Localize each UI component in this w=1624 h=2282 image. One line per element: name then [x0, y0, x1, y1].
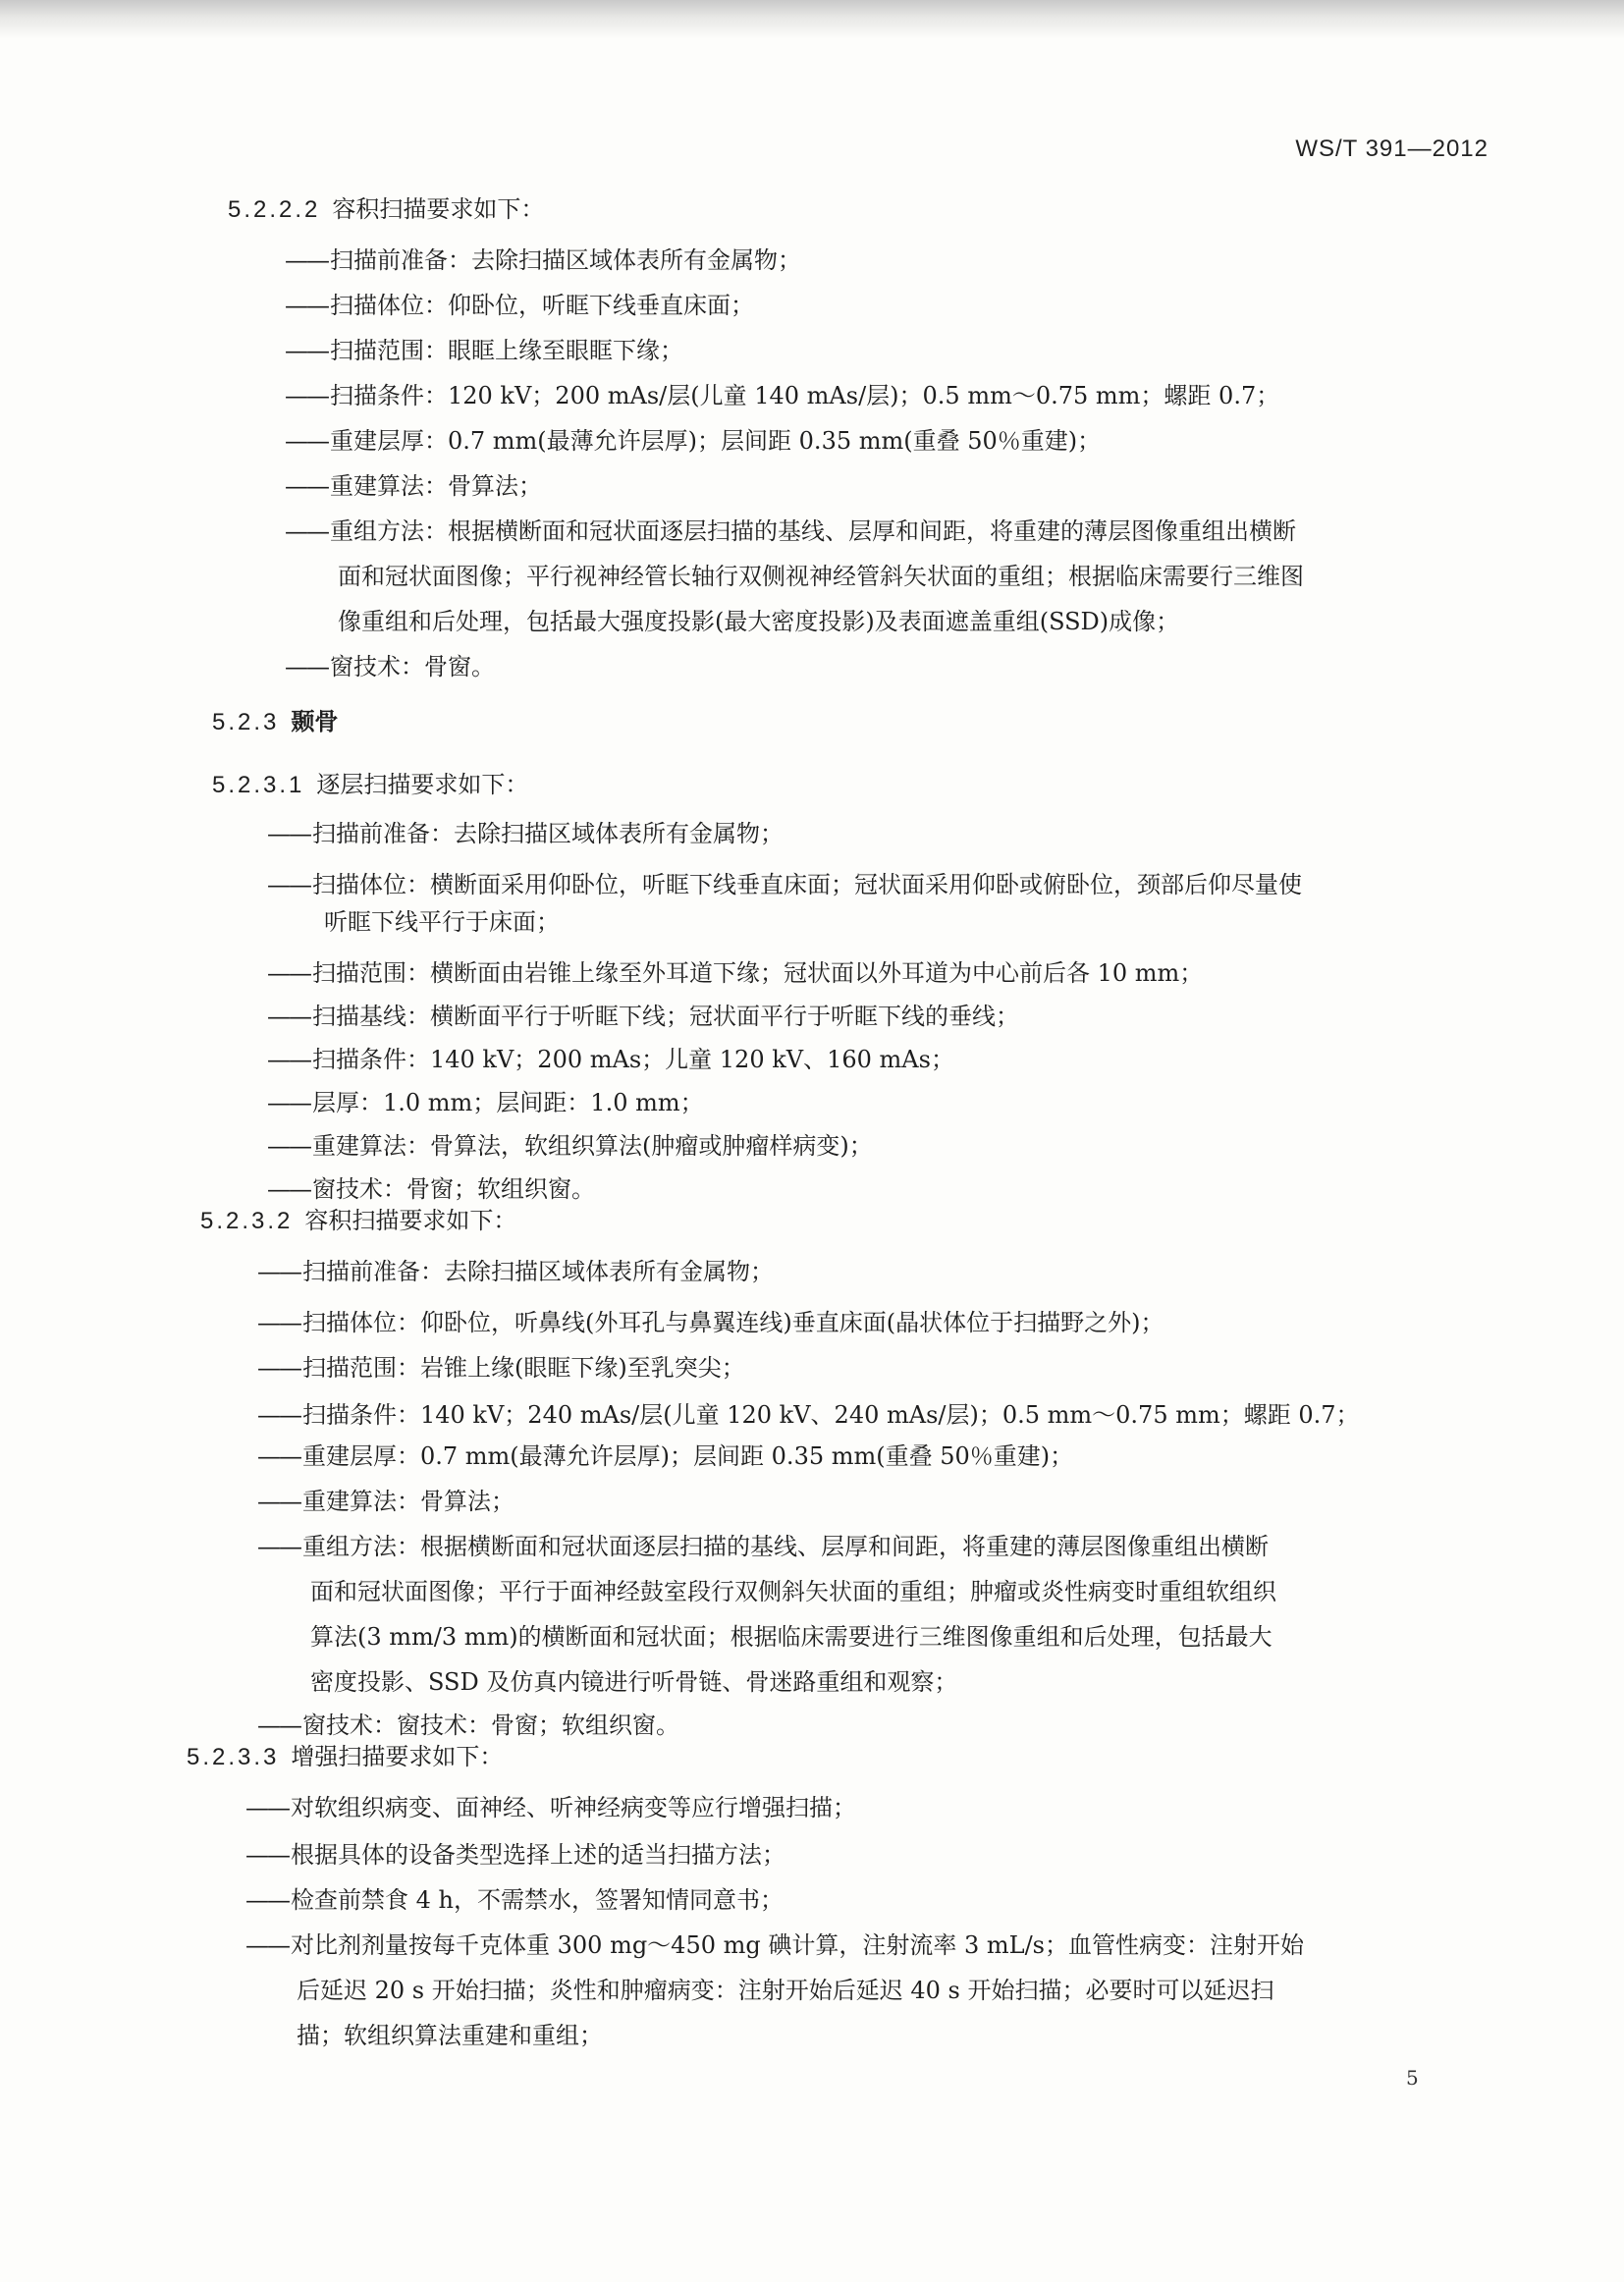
list-item: ——重建层厚：0.7 mm(最薄允许层厚)；层间距 0.35 mm(重叠 50％重建)； [285, 427, 1102, 455]
list-item-continuation: 后延迟 20 s 开始扫描；炎性和肿瘤病变：注射开始后延迟 40 s 开始扫描；必要时可以延迟扫 [297, 1977, 1274, 2004]
section-number: 5.2.3.3 [187, 1744, 280, 1770]
list-item: ——扫描前准备：去除扫描区域体表所有金属物； [285, 246, 801, 274]
page-number: 5 [1406, 2066, 1419, 2090]
list-item: ——重建层厚：0.7 mm(最薄允许层厚)；层间距 0.35 mm(重叠 50％重建)； [257, 1442, 1074, 1470]
section-title: 容积扫描要求如下： [304, 1207, 517, 1234]
list-item: ——扫描基线：横断面平行于听眶下线；冠状面平行于听眶下线的垂线； [267, 1003, 1019, 1030]
list-item: ——重组方法：根据横断面和冠状面逐层扫描的基线、层厚和间距，将重建的薄层图像重组出横断 [257, 1533, 1269, 1560]
list-item: ——扫描体位：仰卧位，听鼻线(外耳孔与鼻翼连线)垂直床面(晶状体位于扫描野之外)； [257, 1309, 1164, 1336]
list-item: ——窗技术：骨窗。 [285, 653, 495, 680]
section-number: 5.2.3 [212, 709, 280, 735]
list-item: ——扫描前准备：去除扫描区域体表所有金属物； [257, 1258, 774, 1285]
list-item: ——扫描体位：横断面采用仰卧位，听眶下线垂直床面；冠状面采用仰卧或俯卧位，颈部后仰尽量使 [267, 871, 1302, 898]
list-item: ——扫描条件：140 kV；240 mAs/层(儿童 120 kV、240 mAs/层)；0.5 mm～0.75 mm；螺距 0.7； [257, 1401, 1360, 1429]
list-item: ——层厚：1.0 mm；层间距：1.0 mm； [267, 1089, 704, 1116]
section-title: 增强扫描要求如下： [291, 1743, 504, 1770]
list-item: ——窗技术：窗技术：骨窗；软组织窗。 [257, 1712, 679, 1739]
section-title: 逐层扫描要求如下： [316, 771, 529, 798]
list-item-continuation: 算法(3 mm/3 mm)的横断面和冠状面；根据临床需要进行三维图像重组和后处理，包括最大 [310, 1623, 1272, 1651]
list-item: ——扫描范围：岩锥上缘(眼眶下缘)至乳突尖； [257, 1354, 745, 1382]
list-item: ——扫描范围：横断面由岩锥上缘至外耳道下缘；冠状面以外耳道为中心前后各 10 mm； [267, 959, 1204, 987]
list-item: ——对软组织病变、面神经、听神经病变等应行增强扫描； [245, 1794, 856, 1821]
list-item: ——重建算法：骨算法； [257, 1488, 514, 1515]
list-item: ——对比剂剂量按每千克体重 300 mg～450 mg 碘计算，注射流率 3 mL/s；血管性病变：注射开始 [245, 1931, 1304, 1959]
list-item: ——扫描范围：眼眶上缘至眼眶下缘； [285, 337, 683, 364]
list-item: ——根据具体的设备类型选择上述的适当扫描方法； [245, 1841, 785, 1869]
list-item-continuation: 像重组和后处理，包括最大强度投影(最大密度投影)及表面遮盖重组(SSD)成像； [338, 608, 1180, 635]
list-item: ——重建算法：骨算法，软组织算法(肿瘤或肿瘤样病变)； [267, 1132, 873, 1160]
section-heading-5-2-3-2 [200, 1204, 516, 1238]
section-title: 颞骨 [291, 709, 339, 735]
list-item: ——检查前禁食 4 h，不需禁水，签署知情同意书； [245, 1886, 784, 1914]
section-heading-5-2-3-3 [187, 1740, 503, 1774]
list-item-continuation: 听眶下线平行于床面； [324, 908, 560, 936]
section-number: 5.2.3.1 [212, 772, 305, 798]
list-item: ——扫描体位：仰卧位，听眶下线垂直床面； [285, 292, 754, 319]
list-item: ——扫描条件：140 kV；200 mAs；儿童 120 kV、160 mAs； [267, 1046, 954, 1073]
list-item: ——重建算法：骨算法； [285, 472, 542, 500]
section-number: 5.2.2.2 [228, 196, 321, 223]
list-item: ——窗技术：骨窗；软组织窗。 [267, 1175, 595, 1203]
section-heading-5-2-3 [212, 705, 338, 739]
section-heading-5-2-2-2 [228, 192, 544, 227]
list-item: ——扫描前准备：去除扫描区域体表所有金属物； [267, 820, 784, 847]
list-item-continuation: 面和冠状面图像；平行于面神经鼓室段行双侧斜矢状面的重组；肿瘤或炎性病变时重组软组织 [310, 1578, 1276, 1605]
list-item: ——重组方法：根据横断面和冠状面逐层扫描的基线、层厚和间距，将重建的薄层图像重组出横断 [285, 517, 1296, 545]
list-item-continuation: 面和冠状面图像；平行视神经管长轴行双侧视神经管斜矢状面的重组；根据临床需要行三维图 [338, 563, 1304, 590]
section-title: 容积扫描要求如下： [332, 195, 545, 223]
scan-shadow [0, 0, 1624, 39]
list-item-continuation: 描；软组织算法重建和重组； [297, 2022, 603, 2049]
section-heading-5-2-3-1 [212, 768, 528, 802]
list-item: ——扫描条件：120 kV；200 mAs/层(儿童 140 mAs/层)；0.5 mm～0.75 mm；螺距 0.7； [285, 382, 1280, 409]
standard-code: WS/T 391—2012 [1295, 136, 1489, 162]
list-item-continuation: 密度投影、SSD 及仿真内镜进行听骨链、骨迷路重组和观察； [310, 1668, 958, 1696]
section-number: 5.2.3.2 [200, 1208, 294, 1234]
